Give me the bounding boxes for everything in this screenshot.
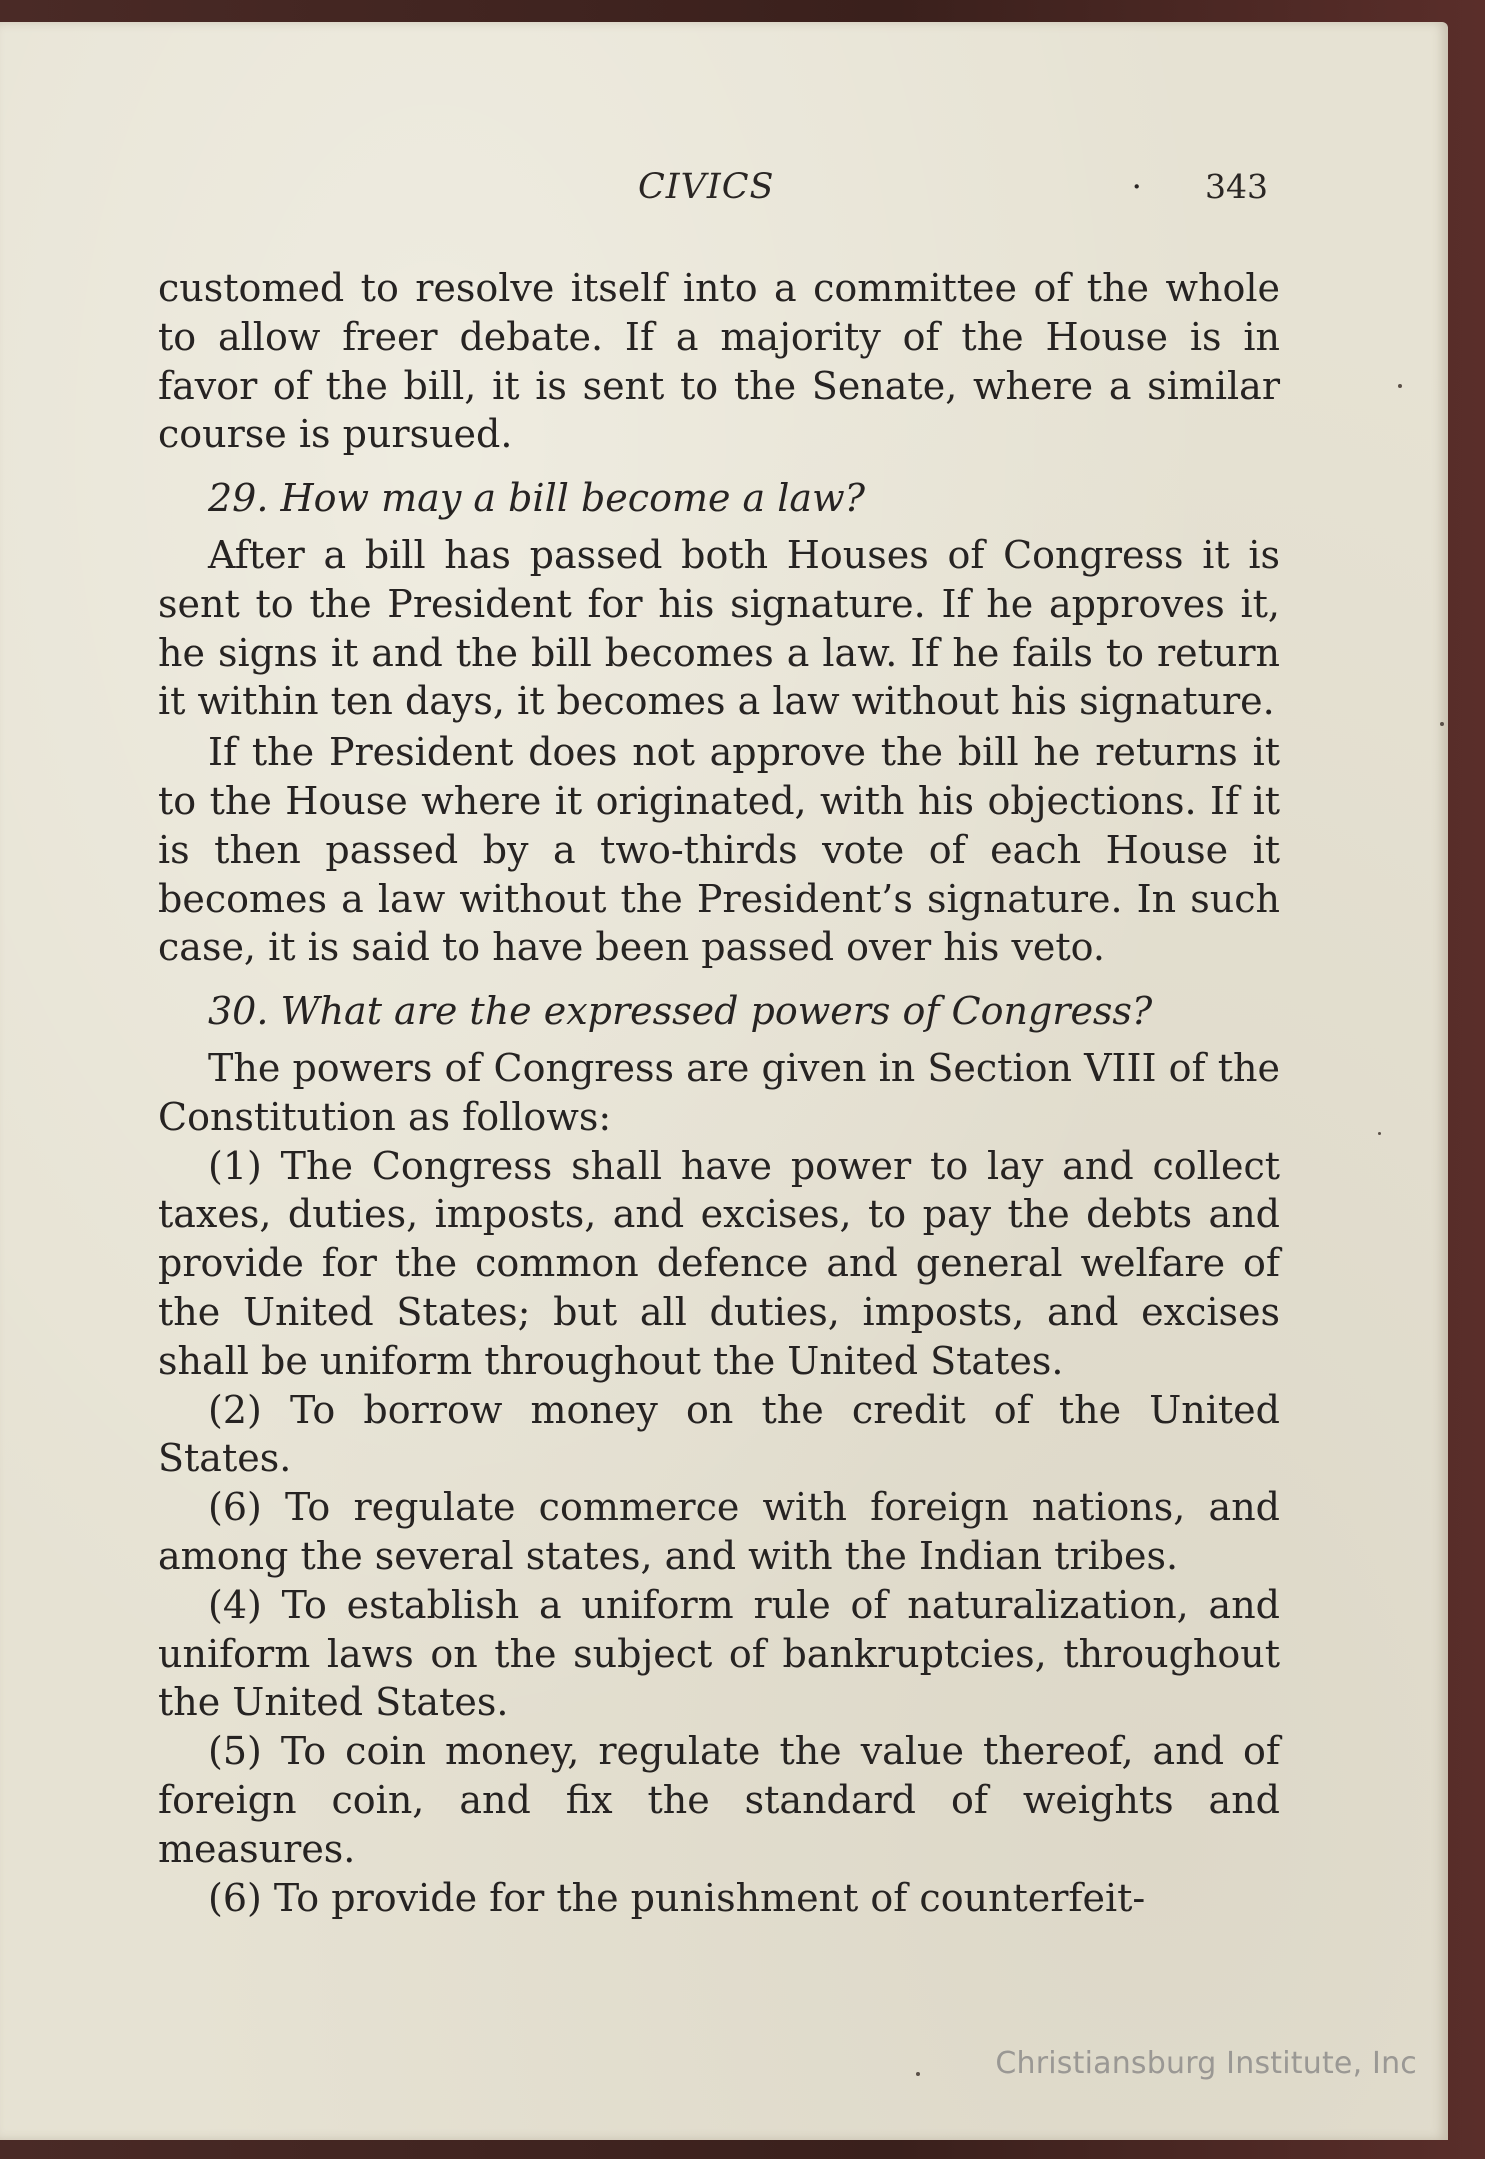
paper-speck [1440, 722, 1444, 726]
question-30-intro: The powers of Congress are given in Section VIII of the Constitution as follows: [158, 1045, 1280, 1139]
header-separator: · [1131, 167, 1143, 206]
question-29-paragraph-1: After a bill has passed both Houses of Congress it is sent to the President for his signature. If he approves it, he signs it and the bill becomes a law. If he fails to return it within ten days, it becomes a law without his signature. [158, 532, 1280, 724]
body-text [158, 264, 1280, 1922]
page-paper [0, 22, 1448, 2140]
question-30-heading: 30. What are the expressed powers of Congress? [208, 989, 1153, 1034]
power-clause-4: (4) To establish a uniform rule of naturalization, and uniform laws on the subject of bankruptcies, throughout the United States. [158, 1582, 1280, 1725]
page-header [158, 167, 1268, 217]
paper-speck [1398, 384, 1402, 388]
question-29-heading: 29. How may a bill become a law? [208, 476, 865, 521]
continued-paragraph: customed to resolve itself into a committee of the whole to allow freer debate. If a majority of the House is in favor of the bill, it is sent to the Senate, where a similar course is pursued. [158, 266, 1280, 457]
power-clause-1: (1) The Congress shall have power to lay and collect taxes, duties, imposts, and excises, to pay the debts and provide for the common defence and general welfare of the United States; but all duties, imposts, and excises shall be uniform throughout the United States. [158, 1143, 1280, 1383]
power-clause-5: (5) To coin money, regulate the value thereof, and of foreign coin, and fix the standard of weights and measures. [158, 1729, 1280, 1871]
page-number-value: 343 [1205, 167, 1268, 206]
question-29-paragraph-2: If the President does not approve the bill he returns it to the House where it originated, with his objections. If it is then passed by a two-thirds vote of each House it becomes a law without the President’s signature. In such case, it is said to have been passed over his veto. [158, 730, 1280, 970]
running-title: CIVICS [638, 167, 775, 207]
paper-speck [1378, 1132, 1381, 1135]
power-clause-3: (6) To regulate commerce with foreign nations, and among the several states, and with the Indian tribes. [158, 1485, 1280, 1578]
watermark: Christiansburg Institute, Inc [995, 2046, 1417, 2081]
paper-speck [916, 2072, 920, 2076]
power-clause-6: (6) To provide for the punishment of counterfeit- [208, 1875, 1146, 1920]
page-number [1132, 167, 1268, 206]
power-clause-2: (2) To borrow money on the credit of the United States. [158, 1387, 1280, 1481]
